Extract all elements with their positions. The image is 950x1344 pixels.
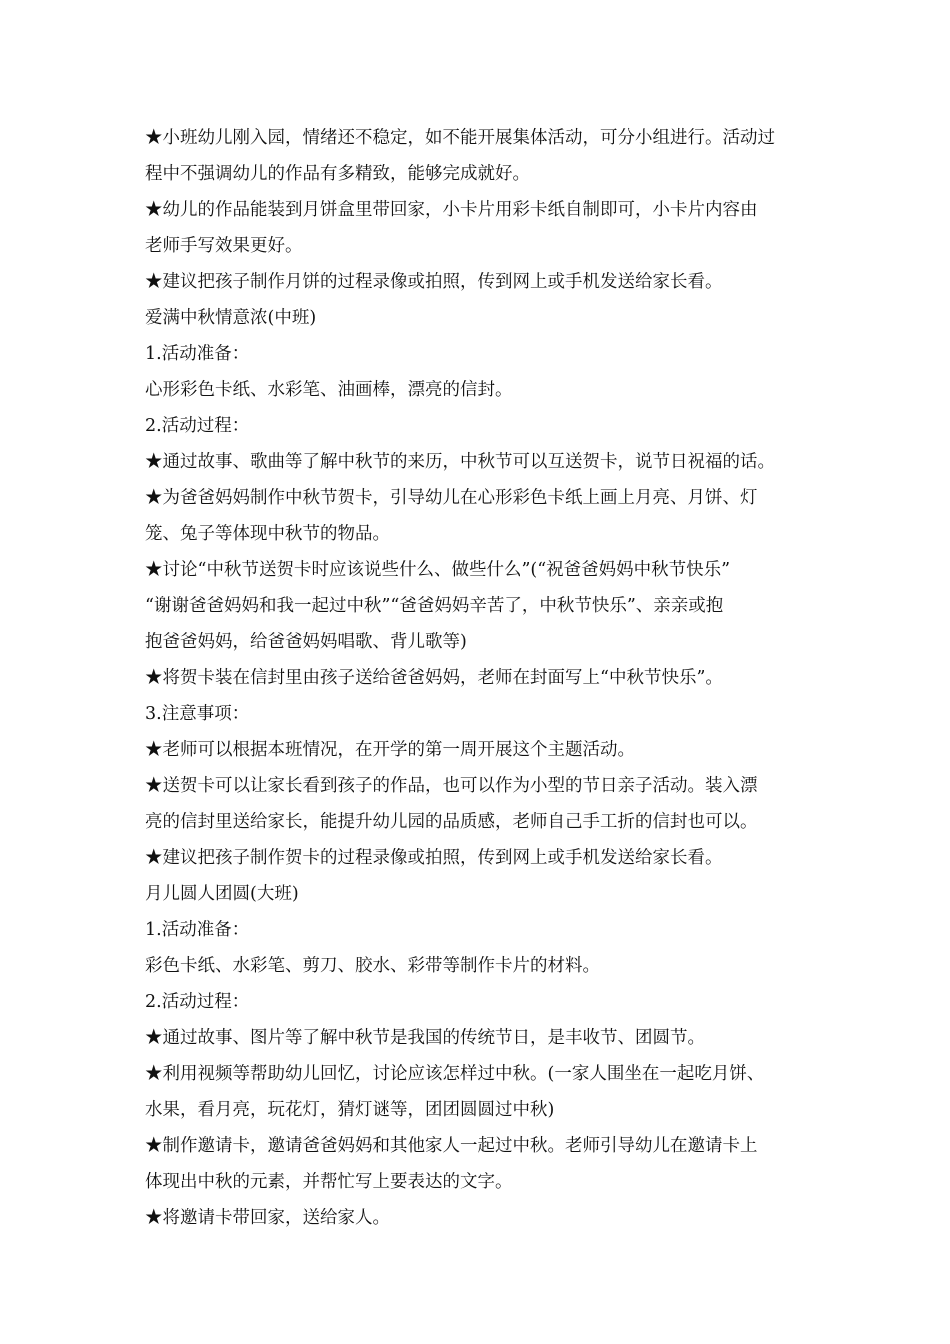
text-line: ★幼儿的作品能装到月饼盒里带回家，小卡片用彩卡纸自制即可，小卡片内容由 bbox=[145, 200, 758, 220]
document-body bbox=[145, 120, 810, 1236]
subsection-heading: 2.活动过程： bbox=[145, 992, 250, 1012]
text-line: 老师手写效果更好。 bbox=[145, 236, 303, 256]
text-line: ★讨论“中秋节送贺卡时应该说些什么、做些什么”(“祝爸爸妈妈中秋节快乐” bbox=[145, 560, 731, 580]
text-line: “谢谢爸爸妈妈和我一起过中秋”“爸爸妈妈辛苦了，中秋节快乐”、亲亲或抱 bbox=[145, 596, 724, 616]
text-line: 体现出中秋的元素，并帮忙写上要表达的文字。 bbox=[145, 1172, 513, 1192]
text-line: ★送贺卡可以让家长看到孩子的作品，也可以作为小型的节日亲子活动。装入漂 bbox=[145, 776, 758, 796]
text-line: 心形彩色卡纸、水彩笔、油画棒，漂亮的信封。 bbox=[145, 380, 513, 400]
text-line: 笼、兔子等体现中秋节的物品。 bbox=[145, 524, 390, 544]
text-line: ★通过故事、图片等了解中秋节是我国的传统节日，是丰收节、团圆节。 bbox=[145, 1028, 705, 1048]
text-line: ★通过故事、歌曲等了解中秋节的来历，中秋节可以互送贺卡，说节日祝福的话。 bbox=[145, 452, 775, 472]
text-line: ★利用视频等帮助幼儿回忆，讨论应该怎样过中秋。(一家人围坐在一起吃月饼、 bbox=[145, 1064, 765, 1084]
text-line: 亮的信封里送给家长，能提升幼儿园的品质感，老师自己手工折的信封也可以。 bbox=[145, 812, 758, 832]
subsection-heading: 2.活动过程： bbox=[145, 416, 250, 436]
text-line: ★建议把孩子制作月饼的过程录像或拍照，传到网上或手机发送给家长看。 bbox=[145, 272, 723, 292]
subsection-heading: 3.注意事项： bbox=[145, 704, 250, 724]
text-line: ★小班幼儿刚入园，情绪还不稳定，如不能开展集体活动，可分小组进行。活动过 bbox=[145, 128, 775, 148]
text-line: 水果，看月亮，玩花灯，猜灯谜等，团团圆圆过中秋) bbox=[145, 1100, 555, 1120]
text-line: ★制作邀请卡，邀请爸爸妈妈和其他家人一起过中秋。老师引导幼儿在邀请卡上 bbox=[145, 1136, 758, 1156]
text-line: ★为爸爸妈妈制作中秋节贺卡，引导幼儿在心形彩色卡纸上画上月亮、月饼、灯 bbox=[145, 488, 758, 508]
subsection-heading: 1.活动准备： bbox=[145, 920, 250, 940]
text-line: 抱爸爸妈妈，给爸爸妈妈唱歌、背儿歌等) bbox=[145, 632, 467, 652]
text-line: 程中不强调幼儿的作品有多精致，能够完成就好。 bbox=[145, 164, 530, 184]
section-heading: 月儿圆人团圆(大班) bbox=[145, 884, 299, 904]
section-heading: 爱满中秋情意浓(中班) bbox=[145, 308, 317, 328]
text-line: ★将邀请卡带回家，送给家人。 bbox=[145, 1208, 390, 1228]
subsection-heading: 1.活动准备： bbox=[145, 344, 250, 364]
text-line: 彩色卡纸、水彩笔、剪刀、胶水、彩带等制作卡片的材料。 bbox=[145, 956, 600, 976]
text-line: ★建议把孩子制作贺卡的过程录像或拍照，传到网上或手机发送给家长看。 bbox=[145, 848, 723, 868]
text-line: ★老师可以根据本班情况，在开学的第一周开展这个主题活动。 bbox=[145, 740, 635, 760]
text-line: ★将贺卡装在信封里由孩子送给爸爸妈妈，老师在封面写上“中秋节快乐”。 bbox=[145, 668, 723, 688]
